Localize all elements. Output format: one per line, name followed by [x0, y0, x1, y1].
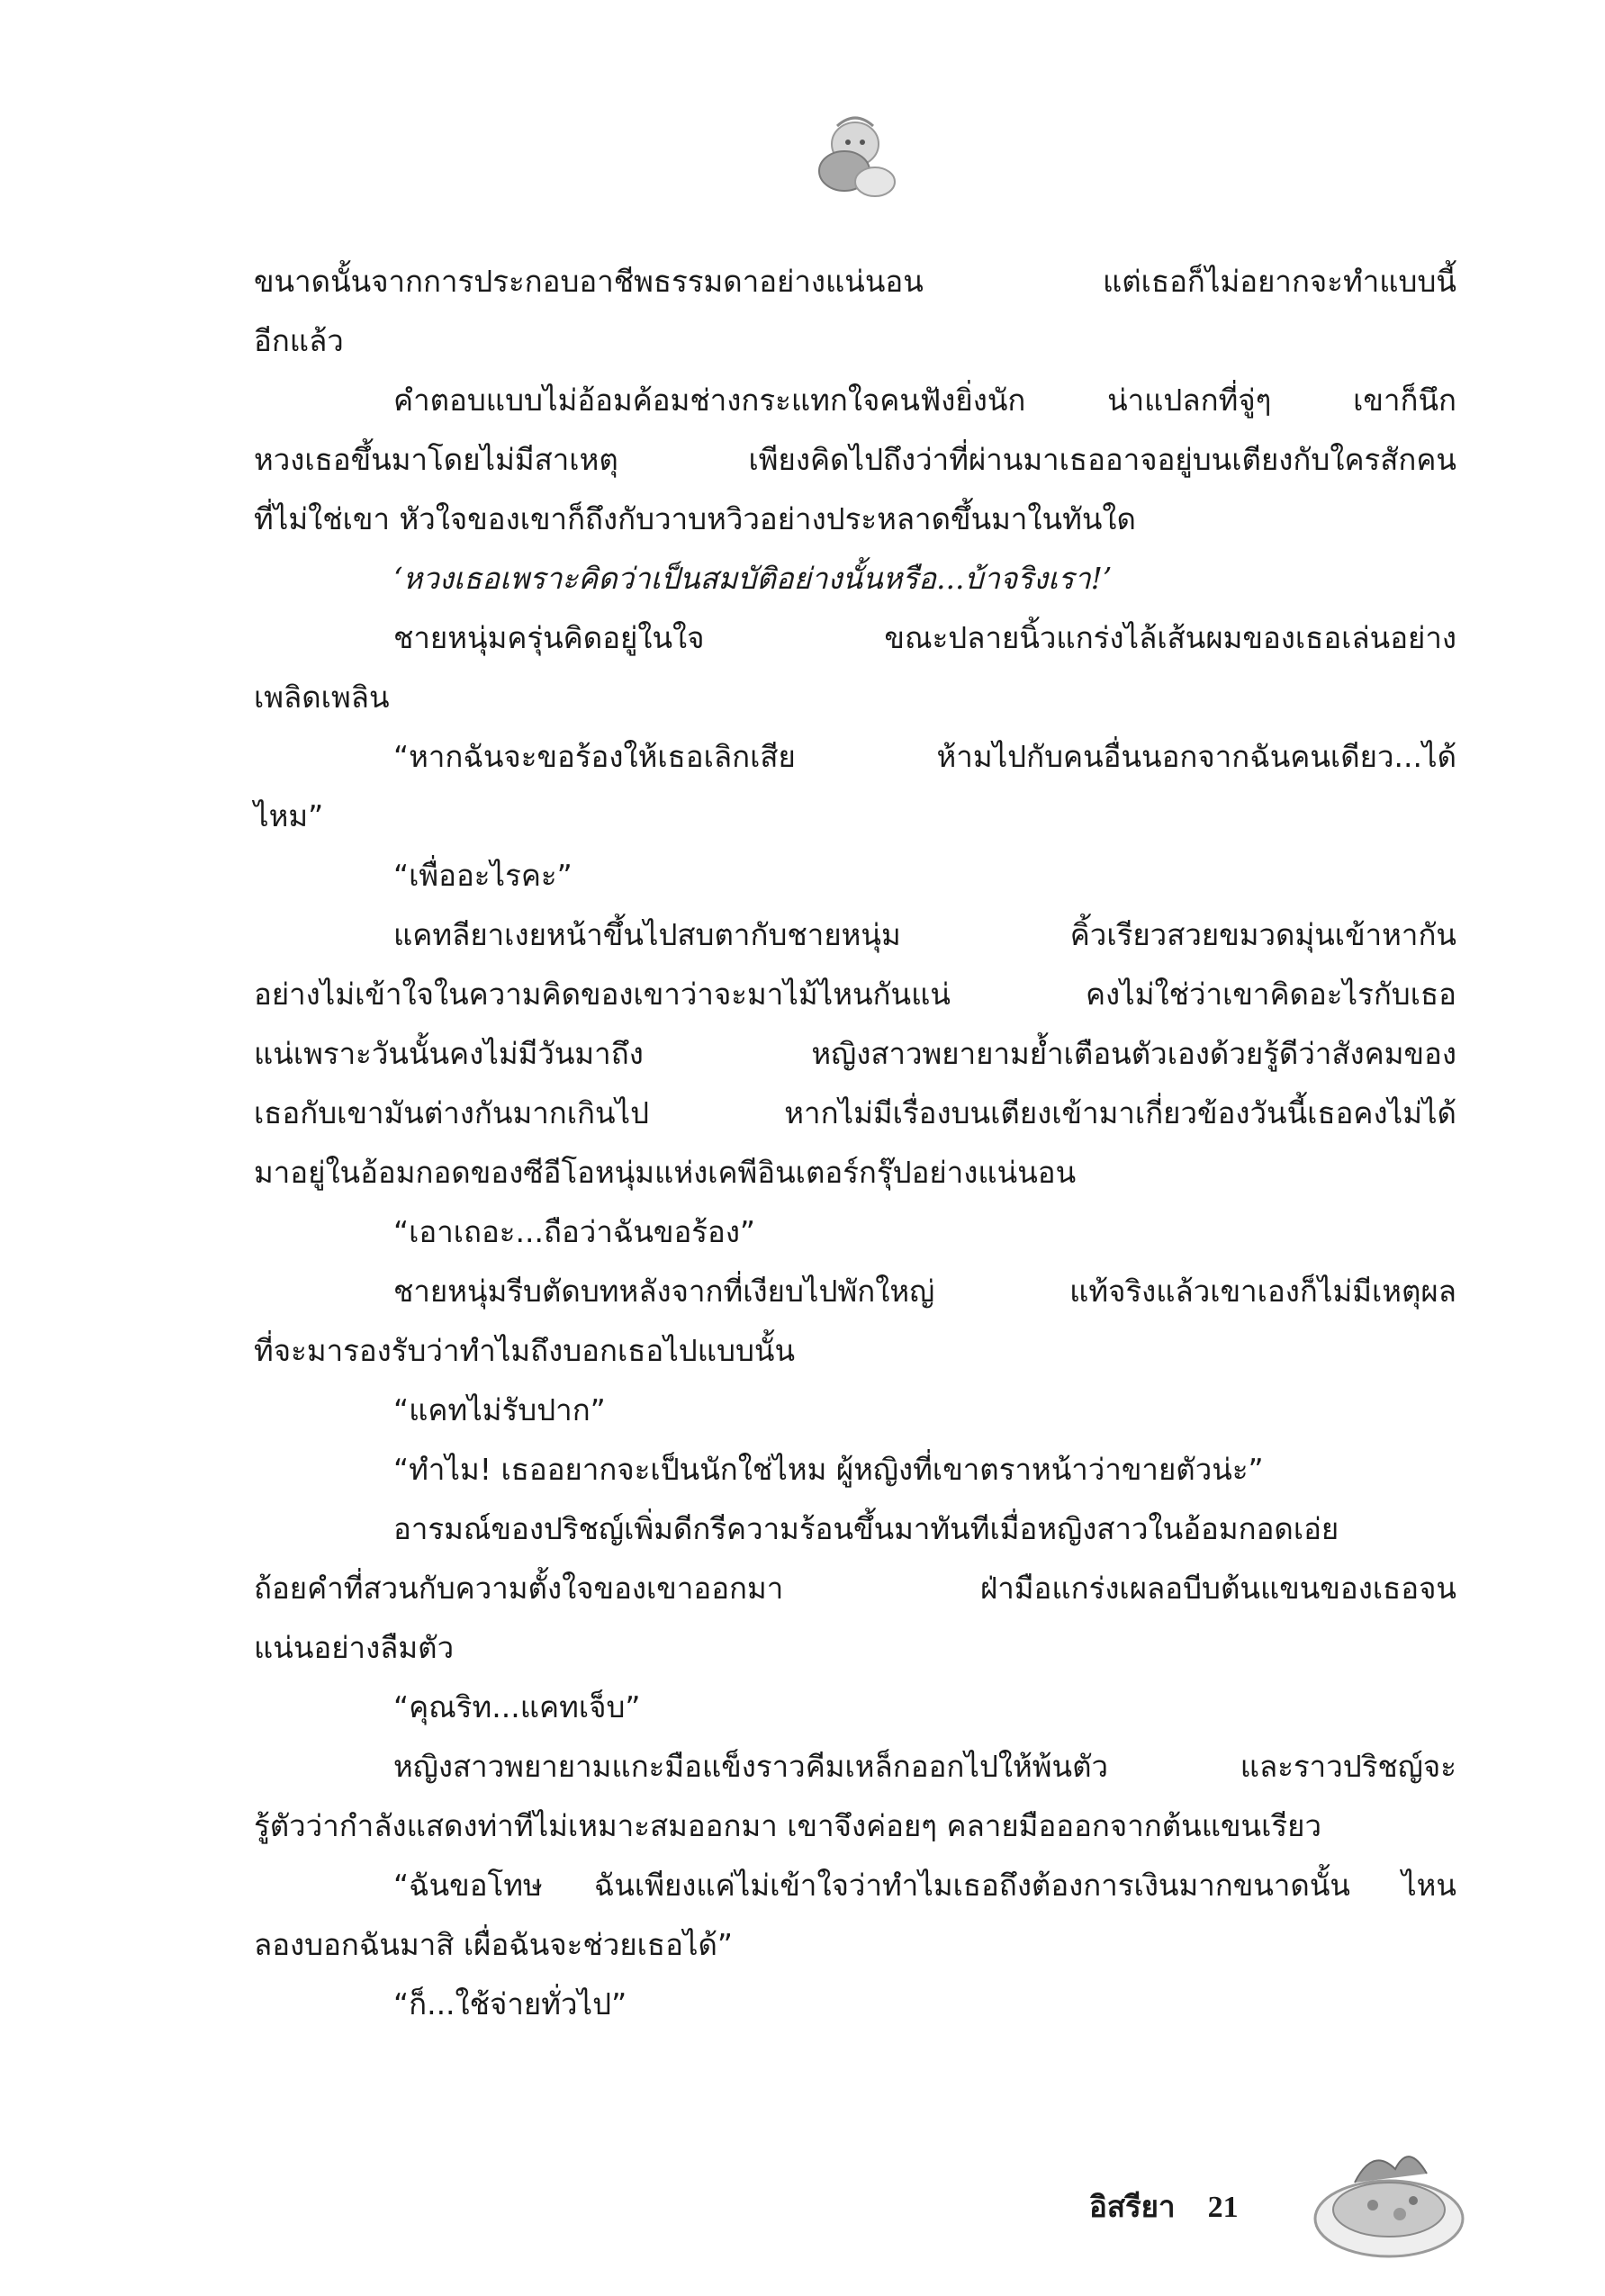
story-text	[254, 252, 1456, 2034]
text-line: เธอกับเขามันต่างกันมากเกินไป หากไม่มีเรื่องบนเตียงเข้ามาเกี่ยวข้องวันนี้เธอคงไม่ได้	[254, 1095, 1456, 1130]
text-line: “เพื่ออะไรคะ”	[393, 858, 573, 893]
text-line: อารมณ์ของปริชญ์เพิ่มดีกรีความร้อนขึ้นมาทันทีเมื่อหญิงสาวในอ้อมกอดเอ่ย	[393, 1511, 1339, 1546]
text-line: “ฉันขอโทษ ฉันเพียงแค่ไม่เข้าใจว่าทำไมเธอถึงต้องการเงินมากขนาดนั้น ไหน	[393, 1868, 1456, 1903]
cherub-ornament-icon	[801, 108, 909, 212]
text-line: “ทำไม! เธออยากจะเป็นนักใช่ไหม ผู้หญิงที่เขาตราหน้าว่าขายตัวน่ะ”	[393, 1452, 1264, 1487]
text-line: อีกแล้ว	[254, 323, 344, 358]
text-line: “คุณริท...แคทเจ็บ”	[393, 1689, 641, 1724]
text-line: หญิงสาวพยายามแกะมือแข็งราวคีมเหล็กออกไปให้พ้นตัว และราวปริชญ์จะ	[393, 1749, 1456, 1784]
text-line: แน่นอย่างลืมตัว	[254, 1630, 455, 1665]
text-line: “หากฉันจะขอร้องให้เธอเลิกเสีย ห้ามไปกับคนอื่นนอกจากฉันคนเดียว...ได้	[393, 739, 1456, 774]
text-line: หวงเธอขึ้นมาโดยไม่มีสาเหตุ เพียงคิดไปถึงว่าที่ผ่านมาเธออาจอยู่บนเตียงกับใครสักคน	[254, 442, 1456, 477]
text-line: ที่จะมารองรับว่าทำไมถึงบอกเธอไปแบบนั้น	[254, 1333, 796, 1368]
text-line: อย่างไม่เข้าใจในความคิดของเขาว่าจะมาไม้ไหนกันแน่ คงไม่ใช่ว่าเขาคิดอะไรกับเธอ	[254, 977, 1456, 1012]
text-line: ชายหนุ่มครุ่นคิดอยู่ในใจ ขณะปลายนิ้วแกร่งไล้เส้นผมของเธอเล่นอย่าง	[393, 620, 1456, 655]
text-line: คำตอบแบบไม่อ้อมค้อมช่างกระแทกใจคนฟังยิ่งนัก น่าแปลกที่จู่ๆ เขาก็นึก	[393, 383, 1456, 418]
text-line: “เอาเถอะ...ถือว่าฉันขอร้อง”	[393, 1214, 756, 1249]
text-line: ‘หวงเธอเพราะคิดว่าเป็นสมบัติอย่างนั้นหรือ...บ้าจริงเรา!’	[393, 561, 1113, 596]
book-title: อิสรียา	[1089, 2189, 1176, 2224]
text-line: เพลิดเพลิน	[254, 680, 390, 715]
text-line: มาอยู่ในอ้อมกอดของซีอีโอหนุ่มแห่งเคพีอินเตอร์กรุ๊ปอย่างแน่นอน	[254, 1155, 1077, 1190]
text-line: “ก็...ใช้จ่ายทั่วไป”	[393, 1986, 627, 2021]
text-line: แน่เพราะวันนั้นคงไม่มีวันมาถึง หญิงสาวพยายามย้ำเตือนตัวเองด้วยรู้ดีว่าสังคมของ	[254, 1036, 1456, 1071]
text-line: ที่ไม่ใช่เขา หัวใจของเขาก็ถึงกับวาบหวิวอย่างประหลาดขึ้นมาในทันใด	[254, 501, 1136, 536]
text-line: ถ้อยคำที่สวนกับความตั้งใจของเขาออกมา ฝ่ามือแกร่งเผลอบีบต้นแขนของเธอจน	[254, 1571, 1456, 1606]
text-line: ลองบอกฉันมาสิ เผื่อฉันจะช่วยเธอได้”	[254, 1927, 734, 1962]
text-line: “แคทไม่รับปาก”	[393, 1392, 606, 1427]
text-line: ขนาดนั้นจากการประกอบอาชีพธรรมดาอย่างแน่นอน แต่เธอก็ไม่อยากจะทำแบบนี้	[254, 264, 1456, 299]
text-line: แคทลียาเงยหน้าขึ้นไปสบตากับชายหนุ่ม คิ้วเรียวสวยขมวดมุ่นเข้าหากัน	[393, 917, 1456, 952]
text-line: ไหม”	[254, 798, 324, 833]
text-line: รู้ตัวว่ากำลังแสดงท่าทีไม่เหมาะสมออกมา เขาจึงค่อยๆ คลายมือออกจากต้นแขนเรียว	[254, 1808, 1321, 1843]
page-footer	[1089, 2183, 1239, 2230]
food-plate-icon	[1310, 2120, 1467, 2264]
text-line: ชายหนุ่มรีบตัดบทหลังจากที่เงียบไปพักใหญ่ แท้จริงแล้วเขาเองก็ไม่มีเหตุผล	[393, 1274, 1456, 1309]
page-number: 21	[1207, 2191, 1239, 2224]
